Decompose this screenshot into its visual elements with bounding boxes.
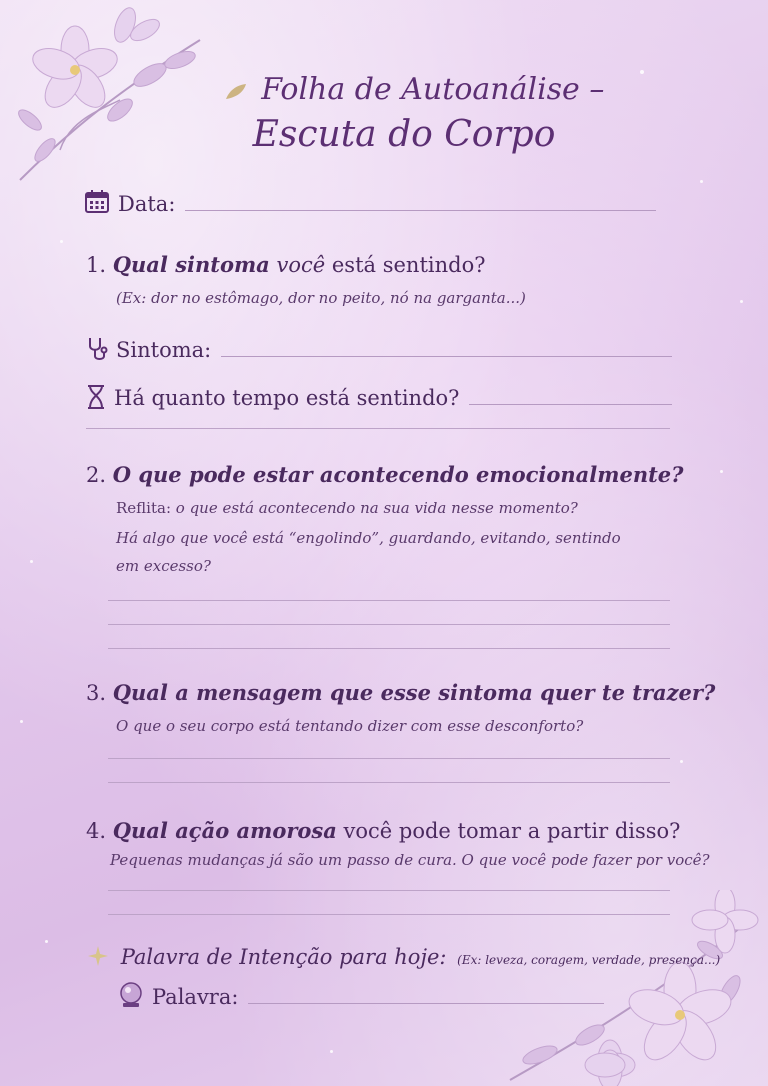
- answer-line[interactable]: [108, 890, 670, 891]
- leaf-icon: [224, 81, 248, 101]
- answer-line[interactable]: [108, 914, 670, 915]
- intention-row: [86, 944, 720, 969]
- stethoscope-icon: [86, 336, 110, 362]
- page-title-line2: Escuta do Corpo: [252, 114, 556, 155]
- symptom-row: [86, 336, 672, 362]
- duration-row: [86, 384, 672, 410]
- question-2-reflect: Reflita: o que está acontecendo na sua vida nesse momento?: [116, 499, 578, 517]
- answer-line[interactable]: [108, 648, 670, 649]
- symptom-label: Sintoma:: [116, 338, 212, 362]
- answer-line[interactable]: [108, 624, 670, 625]
- question-3-sub: O que o seu corpo está tentando dizer com esse desconforto?: [116, 717, 584, 735]
- word-label: Palavra:: [152, 985, 239, 1009]
- question-3: 3. Qual a mensagem que esse sintoma quer te trazer?: [86, 680, 716, 705]
- symptom-field[interactable]: [221, 356, 672, 357]
- word-field[interactable]: [248, 1003, 604, 1004]
- intention-example: (Ex: leveza, coragem, verdade, presença...): [457, 953, 721, 967]
- answer-line[interactable]: [86, 428, 670, 429]
- crystal-ball-icon: [118, 981, 144, 1009]
- answer-line[interactable]: [108, 758, 670, 759]
- date-field[interactable]: [185, 210, 656, 211]
- sparkle-icon: [86, 944, 110, 968]
- question-1-example: (Ex: dor no estômago, dor no peito, nó na garganta...): [116, 289, 526, 307]
- page-title-line1: Folha de Autoanálise –: [60, 72, 768, 107]
- question-4: 4. Qual ação amorosa você pode tomar a partir disso?: [86, 818, 681, 843]
- answer-line[interactable]: [108, 782, 670, 783]
- question-2-line3: em excesso?: [116, 557, 211, 575]
- hourglass-icon: [86, 384, 106, 410]
- duration-field[interactable]: [469, 404, 672, 405]
- date-row: [84, 188, 656, 216]
- date-label: Data:: [118, 192, 176, 216]
- question-4-sub: Pequenas mudanças já são um passo de cura. O que você pode fazer por você?: [110, 851, 710, 869]
- duration-label: Há quanto tempo está sentindo?: [114, 386, 460, 410]
- calendar-icon: [84, 188, 110, 214]
- question-1: 1. Qual sintoma você está sentindo?: [86, 252, 486, 277]
- question-2: 2. O que pode estar acontecendo emocionalmente?: [86, 462, 684, 487]
- word-row: [118, 981, 604, 1009]
- intention-label: Palavra de Intenção para hoje:: [120, 945, 447, 969]
- question-2-line2: Há algo que você está “engolindo”, guardando, evitando, sentindo: [116, 529, 621, 547]
- answer-line[interactable]: [108, 600, 670, 601]
